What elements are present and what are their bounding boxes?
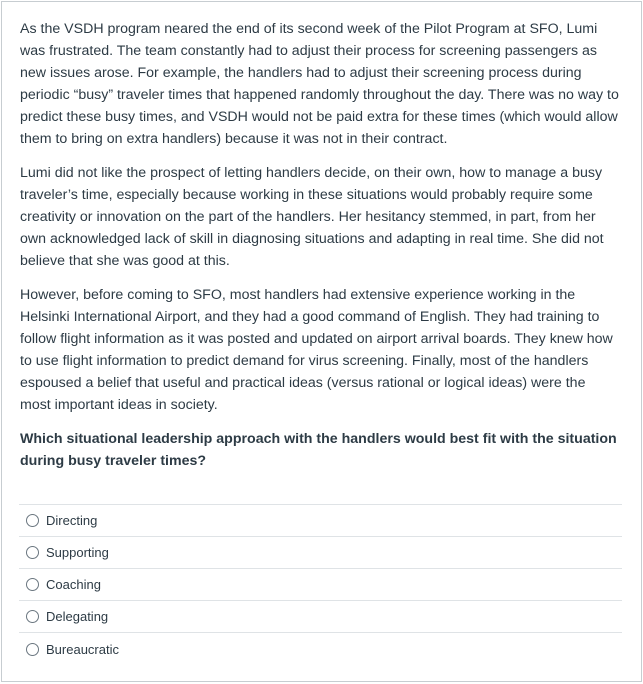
answer-label: Supporting	[46, 545, 109, 560]
radio-button[interactable]	[26, 643, 39, 656]
passage-paragraph-1: As the VSDH program neared the end of its second week of the Pilot Program at SFO, Lumi was frustrated. The team constantly had to adjust their process for screening passengers as new issues arose. For example, the handlers had to adjust their screening process during periodic “busy” traveler times that happened randomly throughout the day. There was no way to predict these busy times, and VSDH would not be paid extra for these times (which would allow them to bring on extra handlers) because it was not in their contract.	[20, 21, 619, 147]
answer-label: Delegating	[46, 609, 109, 624]
radio-button[interactable]	[26, 578, 39, 591]
answer-label: Bureaucratic	[46, 641, 119, 657]
answer-label: Coaching	[46, 577, 101, 592]
answer-option-bureaucratic[interactable]	[19, 633, 622, 665]
answer-option-supporting[interactable]	[19, 537, 622, 569]
passage-paragraph-2: Lumi did not like the prospect of letting handlers decide, on their own, how to manage a busy traveler’s time, especially because working in these situations would probably require some creativity or innovation on the part of the handlers. Her hesitancy stemmed, in part, from her own acknowledged lack of skill in diagnosing situations and adapting in real time. She did not believe that she was good at this.	[20, 165, 604, 269]
passage-paragraph-3: However, before coming to SFO, most handlers had extensive experience working in the Helsinki International Airport, and they had a good command of English. They had training to follow flight information as it was posted and updated on airport arrival boards. They knew how to use flight information to predict demand for virus screening. Finally, most of the handlers espoused a belief that useful and practical ideas (versus rational or logical ideas) were the most important ideas in society.	[20, 287, 613, 413]
answer-option-coaching[interactable]	[19, 569, 622, 601]
answer-option-directing[interactable]	[19, 505, 622, 537]
question-prompt: Which situational leadership approach with the handlers would best fit with the situation during busy traveler times?	[20, 431, 617, 469]
answer-label: Directing	[46, 513, 98, 528]
radio-button[interactable]	[26, 514, 39, 527]
question-content	[20, 18, 620, 484]
radio-button[interactable]	[26, 610, 39, 623]
answer-option-delegating[interactable]	[19, 601, 622, 633]
radio-button[interactable]	[26, 546, 39, 559]
quiz-question-card	[1, 1, 642, 682]
answer-options	[19, 504, 622, 665]
